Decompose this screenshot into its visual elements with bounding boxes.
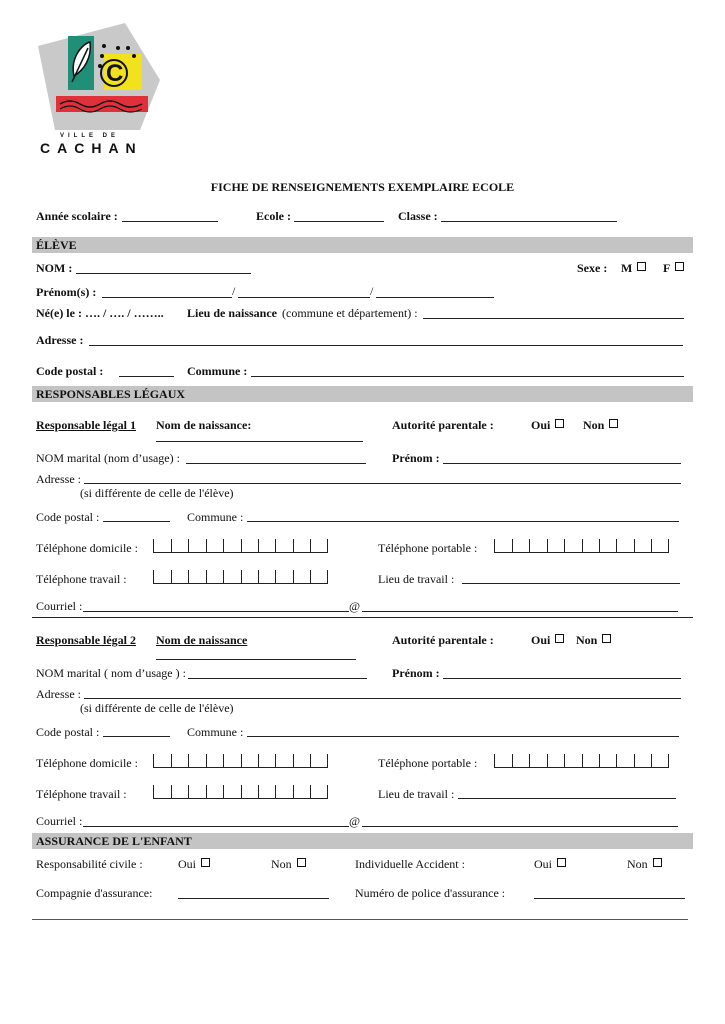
indiv-accident-oui[interactable] bbox=[534, 857, 566, 872]
r1-lieu-travail-label: Lieu de travail : bbox=[378, 572, 455, 586]
adresse-label: Adresse : bbox=[36, 333, 84, 347]
commune-label: Commune : bbox=[187, 364, 248, 378]
form-title: FICHE DE RENSEIGNEMENTS EXEMPLAIRE ECOLE bbox=[210, 180, 515, 194]
r2-nom-marital-field[interactable] bbox=[188, 678, 367, 679]
r1-adresse-label: Adresse : bbox=[36, 472, 81, 486]
r1-title: Responsable légal 1 bbox=[36, 418, 137, 432]
compagnie-field[interactable] bbox=[178, 898, 329, 899]
r1-prenom-label: Prénom : bbox=[392, 451, 440, 465]
r1-tel-travail-field[interactable] bbox=[153, 570, 328, 584]
ecole-label: Ecole : bbox=[256, 209, 291, 223]
r2-courriel-label: Courriel : bbox=[36, 814, 83, 828]
responsables-section-title: RESPONSABLES LÉGAUX bbox=[36, 387, 186, 401]
r2-non-checkbox[interactable] bbox=[602, 634, 611, 643]
compagnie-label: Compagnie d'assurance: bbox=[36, 886, 153, 900]
nom-label: NOM : bbox=[36, 261, 73, 275]
r2-courriel-domain-field[interactable] bbox=[362, 826, 678, 827]
r1-non-checkbox[interactable] bbox=[609, 419, 618, 428]
r2-tel-travail-field[interactable] bbox=[153, 785, 328, 799]
sexe-m-option[interactable] bbox=[621, 261, 646, 276]
code-postal-field[interactable] bbox=[119, 376, 174, 377]
prenom-sep-1: / bbox=[232, 284, 236, 298]
annee-scolaire-field[interactable] bbox=[122, 221, 218, 222]
lieu-naissance-field[interactable] bbox=[423, 318, 684, 319]
r2-commune-label: Commune : bbox=[187, 725, 244, 739]
r2-commune-field[interactable] bbox=[247, 736, 679, 737]
r1-commune-field[interactable] bbox=[247, 521, 679, 522]
r2-autorite-label: Autorité parentale : bbox=[392, 633, 494, 647]
sexe-m-label: M bbox=[621, 261, 633, 275]
r1-adresse-note: (si différente de celle de l'élève) bbox=[80, 486, 234, 500]
adresse-field[interactable] bbox=[89, 345, 683, 346]
r1-tel-portable-field[interactable] bbox=[494, 539, 669, 553]
prenom-2-field[interactable] bbox=[238, 297, 370, 298]
r1-courriel-label: Courriel : bbox=[36, 599, 83, 613]
resp-civile-non[interactable] bbox=[271, 857, 306, 872]
responsables-section-header bbox=[32, 386, 693, 402]
r2-autorite-non[interactable] bbox=[576, 633, 611, 648]
r1-nom-marital-field[interactable] bbox=[186, 463, 366, 464]
r2-tel-domicile-field[interactable] bbox=[153, 754, 328, 768]
r1-tel-domicile-label: Téléphone domicile : bbox=[36, 541, 138, 555]
r2-courriel-user-field[interactable] bbox=[83, 826, 349, 827]
svg-text:C: C bbox=[106, 60, 124, 87]
r2-tel-portable-label: Téléphone portable : bbox=[378, 756, 478, 770]
code-postal-label: Code postal : bbox=[36, 364, 104, 378]
sexe-m-checkbox[interactable] bbox=[637, 262, 646, 271]
sexe-f-option[interactable] bbox=[663, 261, 684, 276]
r1-commune-label: Commune : bbox=[187, 510, 244, 524]
resp-civile-oui-label: Oui bbox=[178, 857, 196, 871]
r2-oui-checkbox[interactable] bbox=[555, 634, 564, 643]
r2-autorite-oui[interactable] bbox=[531, 633, 564, 648]
r1-nom-naissance-field[interactable] bbox=[156, 441, 363, 442]
cachan-logo-emblem bbox=[30, 18, 170, 133]
cachan-logo bbox=[30, 18, 170, 158]
r2-title: Responsable légal 2 bbox=[36, 633, 137, 647]
indiv-accident-non-checkbox[interactable] bbox=[653, 858, 662, 867]
r2-adresse-field[interactable] bbox=[84, 698, 681, 699]
r1-nom-marital-text: NOM marital (nom d’usage) : bbox=[36, 451, 180, 465]
r2-lieu-travail-field[interactable] bbox=[458, 798, 676, 799]
r1-code-postal-field[interactable] bbox=[103, 521, 170, 522]
sexe-f-checkbox[interactable] bbox=[675, 262, 684, 271]
r1-adresse-field[interactable] bbox=[84, 483, 681, 484]
r2-prenom-field[interactable] bbox=[443, 678, 681, 679]
r1-autorite-non[interactable] bbox=[583, 418, 618, 433]
r2-lieu-travail-label: Lieu de travail : bbox=[378, 787, 455, 801]
r1-oui-label: Oui bbox=[531, 418, 551, 432]
r1-nom-marital-label bbox=[36, 451, 180, 466]
prenoms-label: Prénom(s) : bbox=[36, 285, 97, 299]
logo-small-text: VILLE DE bbox=[60, 133, 120, 139]
assurance-section-header bbox=[32, 833, 693, 849]
prenom-3-field[interactable] bbox=[376, 297, 494, 298]
resp-civile-non-label: Non bbox=[271, 857, 292, 871]
indiv-accident-non[interactable] bbox=[627, 857, 662, 872]
date-naissance-label: Né(e) le : …. / …. / …….. bbox=[36, 306, 164, 320]
r1-autorite-oui[interactable] bbox=[531, 418, 564, 433]
ecole-field[interactable] bbox=[294, 221, 384, 222]
indiv-accident-non-label: Non bbox=[627, 857, 648, 871]
eleve-section-title: ÉLÈVE bbox=[36, 238, 77, 252]
r1-prenom-field[interactable] bbox=[443, 463, 681, 464]
classe-label: Classe : bbox=[398, 209, 438, 223]
r2-non-label: Non bbox=[576, 633, 598, 647]
r1-courriel-at: @ bbox=[349, 599, 361, 613]
resp-civile-oui-checkbox[interactable] bbox=[201, 858, 210, 867]
r1-tel-domicile-field[interactable] bbox=[153, 539, 328, 553]
r1-lieu-travail-field[interactable] bbox=[462, 583, 680, 584]
r1-courriel-domain-field[interactable] bbox=[362, 611, 678, 612]
police-label: Numéro de police d'assurance : bbox=[355, 886, 506, 900]
indiv-accident-label: Individuelle Accident : bbox=[355, 857, 465, 871]
eleve-section-header bbox=[32, 237, 693, 253]
r2-nom-naissance-label: Nom de naissance bbox=[156, 633, 248, 647]
bottom-separator bbox=[32, 919, 688, 920]
r1-tel-travail-label: Téléphone travail : bbox=[36, 572, 127, 586]
r1-autorite-label: Autorité parentale : bbox=[392, 418, 494, 432]
r2-code-postal-field[interactable] bbox=[103, 736, 170, 737]
r1-oui-checkbox[interactable] bbox=[555, 419, 564, 428]
r2-courriel-at: @ bbox=[349, 814, 361, 828]
r2-prenom-label: Prénom : bbox=[392, 666, 440, 680]
sexe-label: Sexe : bbox=[577, 261, 608, 275]
r2-oui-label: Oui bbox=[531, 633, 551, 647]
nom-field[interactable] bbox=[76, 273, 251, 274]
resp-civile-non-checkbox[interactable] bbox=[297, 858, 306, 867]
r2-nom-marital-label: NOM marital ( nom d’usage ) : bbox=[36, 666, 186, 680]
r1-courriel-user-field[interactable] bbox=[83, 611, 349, 612]
classe-field[interactable] bbox=[441, 221, 617, 222]
lieu-naissance-label: Lieu de naissance bbox=[187, 306, 278, 320]
r2-tel-portable-field[interactable] bbox=[494, 754, 669, 768]
responsables-separator bbox=[32, 617, 693, 618]
resp-civile-label: Responsabilité civile : bbox=[36, 857, 143, 871]
r2-adresse-label: Adresse : bbox=[36, 687, 81, 701]
r1-nom-naissance-label: Nom de naissance: bbox=[156, 418, 252, 432]
r1-non-label: Non bbox=[583, 418, 605, 432]
r1-code-postal-label: Code postal : bbox=[36, 510, 100, 524]
sexe-f-label: F bbox=[663, 261, 671, 275]
prenom-1-field[interactable] bbox=[102, 297, 232, 298]
commune-field[interactable] bbox=[251, 376, 684, 377]
resp-civile-oui[interactable] bbox=[178, 857, 210, 872]
assurance-section-title: ASSURANCE DE L'ENFANT bbox=[36, 834, 192, 848]
lieu-naissance-detail: (commune et département) : bbox=[282, 306, 418, 320]
police-field[interactable] bbox=[534, 898, 685, 899]
prenom-sep-2: / bbox=[370, 284, 374, 298]
r2-code-postal-label: Code postal : bbox=[36, 725, 100, 739]
r2-tel-travail-label: Téléphone travail : bbox=[36, 787, 127, 801]
indiv-accident-oui-checkbox[interactable] bbox=[557, 858, 566, 867]
r2-adresse-note: (si différente de celle de l'élève) bbox=[80, 701, 234, 715]
logo-city-text: CACHAN bbox=[40, 140, 143, 156]
r2-tel-domicile-label: Téléphone domicile : bbox=[36, 756, 138, 770]
r1-tel-portable-label: Téléphone portable : bbox=[378, 541, 478, 555]
r2-nom-naissance-field[interactable] bbox=[156, 659, 356, 660]
annee-scolaire-label: Année scolaire : bbox=[36, 209, 118, 223]
indiv-accident-oui-label: Oui bbox=[534, 857, 552, 871]
